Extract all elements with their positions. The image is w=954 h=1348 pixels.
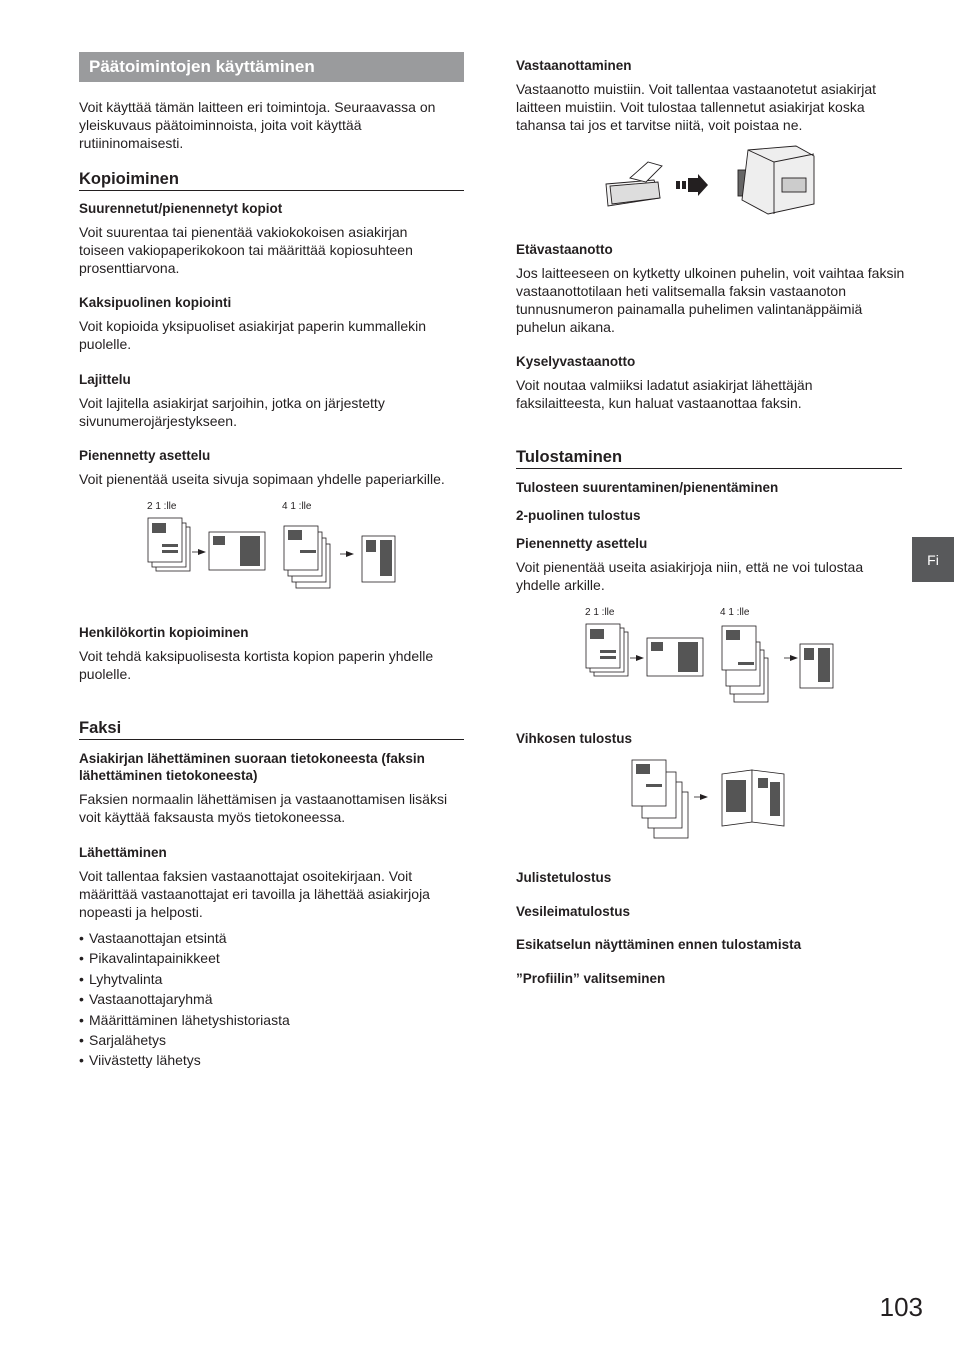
- title-id-card-copy: Henkilökortin kopioiminen: [79, 625, 249, 640]
- title-watermark-print: Vesileimatulostus: [516, 904, 631, 919]
- text-nup-copy: Voit pienentää useita sivuja sopimaan yhdelle paperiarkille.: [79, 471, 445, 487]
- text-remote-receive: Jos laitteeseen on kytketty ulkoinen puhelin, voit vaihtaa faksin vastaanottotilaan heti valitsemalla faksin vastaanoton tunnusnumeron painamalla puhelimen valintanäppäimiä puhelun aikana.: [516, 265, 905, 335]
- section-banner-title: Päätoimintojen käyttäminen: [79, 52, 464, 82]
- nup-copy-illustration: [140, 496, 410, 604]
- title-remote-receive: Etävastaanotto: [516, 242, 613, 257]
- text-enlarge-reduce: Voit suurentaa tai pienentää vakiokokoisen asiakirjan toiseen vakiopaperikokoon tai määrittää kopiosuhteen prosenttiarvona.: [79, 224, 413, 276]
- title-print-preview: Esikatselun näyttäminen ennen tulostamista: [516, 937, 802, 952]
- title-collate: Lajittelu: [79, 372, 131, 387]
- title-enlarge-reduce: Suurennetut/pienennetyt kopiot: [79, 201, 283, 216]
- text-nup-print: Voit pienentää useita asiakirjoja niin, että ne voi tulostaa yhdelle arkille.: [516, 559, 864, 593]
- text-sending: Voit tallentaa faksien vastaanottajat osoitekirjaan. Voit määrittää vastaanottajat eri tavoilla ja lähettää asiakirjoja nopeasti ja helposti.: [79, 868, 430, 920]
- title-poster-print: Julistetulostus: [516, 870, 612, 885]
- title-nup-print: Pienennetty asettelu: [516, 536, 648, 551]
- text-duplex-copy: Voit kopioida yksipuoliset asiakirjat paperin kummallekin puolelle.: [79, 318, 427, 352]
- booklet-illustration: [628, 756, 788, 842]
- list-item: • Lyhytvalinta: [79, 970, 464, 990]
- title-nup-copy: Pienennetty asettelu: [79, 448, 211, 463]
- label-2in1-copy: 2 1 :lle: [147, 501, 177, 512]
- text-id-card-copy: Voit tehdä kaksipuolisesta kortista kopion paperin yhdelle puolelle.: [79, 648, 434, 682]
- title-duplex-print: 2-puolinen tulostus: [516, 508, 641, 523]
- heading-copying: Kopioiminen: [79, 170, 464, 191]
- page-number: 103: [879, 1292, 923, 1322]
- text-collate: Voit lajitella asiakirjat sarjoihin, jotka on järjestetty sivunumerojärjestykseen.: [79, 395, 385, 429]
- label-4in1-print: 4 1 :lle: [720, 607, 750, 618]
- title-polling: Kyselyvastaanotto: [516, 354, 636, 369]
- heading-printing: Tulostaminen: [516, 448, 902, 469]
- title-booklet-print: Vihkosen tulostus: [516, 731, 633, 746]
- list-item: • Sarjalähetys: [79, 1031, 464, 1051]
- text-receiving: Vastaanotto muistiin. Voit tallentaa vastaanotetut asiakirjat laitteen muistiin. Voit tulostaa tallennetut asiakirjat koska tahansa tai jos et tarvitse niitä, voit poistaa ne.: [516, 81, 877, 133]
- list-item: • Pikavalintapainikkeet: [79, 949, 464, 969]
- heading-fax: Faksi: [79, 719, 464, 740]
- fax-receive-illustration: [600, 142, 820, 218]
- title-receiving: Vastaanottaminen: [516, 58, 632, 73]
- nup-print-illustration: [578, 602, 848, 710]
- title-print-scaling: Tulosteen suurentaminen/pienentäminen: [516, 480, 779, 495]
- title-sending: Lähettäminen: [79, 845, 167, 860]
- list-item: • Viivästetty lähetys: [79, 1051, 464, 1071]
- label-4in1-copy: 4 1 :lle: [282, 501, 312, 512]
- intro-text: Voit käyttää tämän laitteen eri toimintoja. Seuraavassa on yleiskuvaus päätoiminnoista, joita voit käyttää rutiininomaisesti.: [79, 99, 436, 151]
- list-item: • Määrittäminen lähetyshistoriasta: [79, 1011, 464, 1031]
- label-2in1-print: 2 1 :lle: [585, 607, 615, 618]
- title-select-profile: ”Profiilin” valitseminen: [516, 971, 666, 986]
- list-item: • Vastaanottajan etsintä: [79, 929, 464, 949]
- language-tab: Fi: [912, 537, 954, 582]
- sending-options-list: [79, 929, 464, 1072]
- title-duplex-copy: Kaksipuolinen kopiointi: [79, 295, 232, 310]
- list-item: • Vastaanottajaryhmä: [79, 990, 464, 1010]
- text-pc-fax: Faksien normaalin lähettämisen ja vastaanottamisen lisäksi voit käyttää faksausta myös tietokoneessa.: [79, 791, 448, 825]
- title-pc-fax: Asiakirjan lähettäminen suoraan tietokoneesta (faksin lähettäminen tietokoneesta): [79, 751, 425, 783]
- text-polling: Voit noutaa valmiiksi ladatut asiakirjat lähettäjän faksilaitteesta, kun haluat vastaanottaa faksin.: [516, 377, 813, 411]
